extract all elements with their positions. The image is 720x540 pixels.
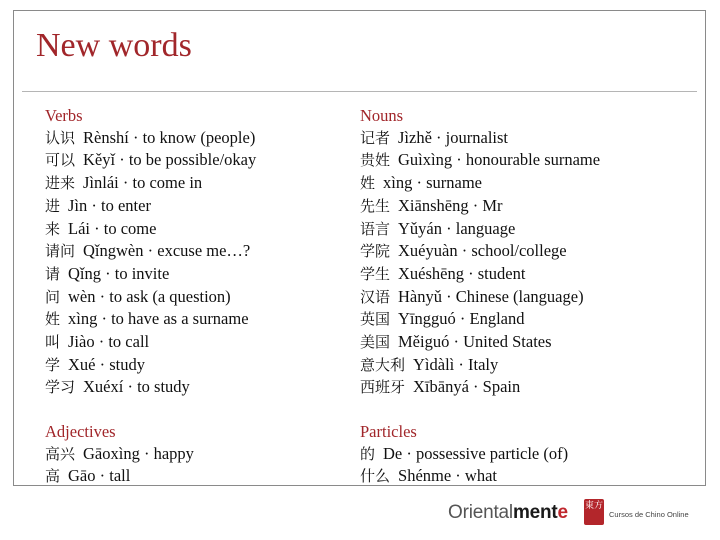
- vocab-gloss: Xuéshēng · student: [398, 263, 526, 283]
- vocab-gloss: Jìnlái · to come in: [83, 173, 203, 193]
- vocab-gloss: Lái · to come: [68, 218, 157, 238]
- vocab-hanzi: 进: [45, 196, 61, 215]
- vocab-hanzi: 学院: [360, 242, 391, 261]
- vocab-hanzi: 英国: [360, 310, 391, 329]
- vocab-gloss: Hànyǔ · Chinese (language): [398, 286, 584, 306]
- logo-part-oriental: Oriental: [448, 502, 513, 523]
- vocab-row: [360, 127, 600, 150]
- vocab-hanzi: 记者: [360, 128, 391, 147]
- vocab-hanzi: 汉语: [360, 287, 391, 306]
- vocab-row: [45, 376, 256, 399]
- vocab-hanzi: 问: [45, 287, 61, 306]
- vocab-row: [45, 218, 256, 241]
- vocab-gloss: wèn · to ask (a question): [68, 286, 231, 306]
- logo-part-e: e: [557, 502, 568, 523]
- vocab-hanzi: 叫: [45, 333, 61, 352]
- vocab-hanzi: 请问: [45, 242, 76, 261]
- vocab-row: [45, 195, 256, 218]
- vocab-gloss: Gāo · tall: [68, 466, 131, 486]
- vocab-gloss: Xiānshēng · Mr: [398, 195, 503, 215]
- vocab-row: [45, 127, 256, 150]
- vocab-gloss: Xībānyá · Spain: [413, 377, 521, 397]
- vocab-row: [45, 308, 256, 331]
- section-heading-particles: Particles: [360, 421, 417, 441]
- vocab-hanzi: 语言: [360, 219, 391, 238]
- vocab-gloss: Qǐng · to invite: [68, 263, 170, 283]
- vocab-row: [45, 172, 256, 195]
- vocab-row: [45, 331, 256, 354]
- vocab-gloss: Xué · study: [68, 354, 146, 374]
- vocab-hanzi: 贵姓: [360, 151, 391, 170]
- vocab-gloss: Rènshí · to know (people): [83, 127, 256, 147]
- slide-title: New words: [36, 27, 192, 64]
- vocab-hanzi: 先生: [360, 196, 391, 215]
- vocab-row: [360, 331, 600, 354]
- vocab-row: [45, 240, 256, 263]
- vocab-gloss: Yīngguó · England: [398, 309, 525, 329]
- vocab-hanzi: 学: [45, 355, 61, 374]
- vocab-row: [360, 172, 600, 195]
- vocab-gloss: xìng · surname: [383, 173, 482, 193]
- vocab-row: [360, 218, 600, 241]
- vocab-row: [45, 354, 256, 377]
- seal-icon: 東方: [584, 499, 604, 525]
- vocab-gloss: xìng · to have as a surname: [68, 309, 249, 329]
- vocab-row: [360, 286, 600, 309]
- vocab-gloss: Měiguó · United States: [398, 332, 552, 352]
- logo-part-ment: ment: [512, 502, 558, 523]
- vocab-row: [45, 286, 256, 309]
- vocab-row: [45, 465, 256, 488]
- vocab-hanzi: 的: [360, 444, 376, 463]
- vocab-gloss: Jìzhě · journalist: [398, 127, 508, 147]
- footer-logo: [448, 496, 708, 536]
- vocab-gloss: Guìxìng · honourable surname: [398, 150, 601, 170]
- vocab-hanzi: 高兴: [45, 444, 76, 463]
- vocab-row: [360, 240, 600, 263]
- vocab-gloss: Yǔyán · language: [398, 218, 516, 238]
- vocab-row: [360, 465, 600, 488]
- vocab-row: [360, 195, 600, 218]
- vocab-hanzi: 意大利: [360, 355, 406, 374]
- vocab-hanzi: 高: [45, 467, 61, 486]
- vocab-gloss: Jìn · to enter: [68, 195, 151, 215]
- slide: [13, 10, 706, 486]
- vocab-hanzi: 学习: [45, 378, 76, 397]
- vocab-row: [360, 376, 600, 399]
- vocab-hanzi: 请: [45, 264, 61, 283]
- vocab-hanzi: 认识: [45, 128, 76, 147]
- vocab-row: [45, 149, 256, 172]
- vocab-gloss: Xuéyuàn · school/college: [398, 241, 567, 261]
- vocab-row: [360, 149, 600, 172]
- vocab-gloss: Xuéxí · to study: [83, 377, 190, 397]
- left-column: [45, 105, 256, 488]
- vocab-hanzi: 西班牙: [360, 378, 406, 397]
- vocab-gloss: Kěyǐ · to be possible/okay: [83, 150, 257, 170]
- vocab-gloss: Qǐngwèn · excuse me…?: [83, 241, 251, 261]
- vocab-row: [360, 443, 600, 466]
- section-spacer: [360, 399, 600, 421]
- vocab-hanzi: 可以: [45, 151, 76, 170]
- vocab-gloss: Shénme · what: [398, 466, 497, 486]
- orientalmente-logo: [448, 502, 568, 524]
- vocab-row: [360, 354, 600, 377]
- vocab-hanzi: 美国: [360, 333, 391, 352]
- vocab-row: [360, 263, 600, 286]
- vocab-hanzi: 进来: [45, 174, 76, 193]
- vocab-hanzi: 来: [45, 219, 61, 238]
- section-spacer: [45, 399, 256, 421]
- vocab-row: [360, 308, 600, 331]
- vocab-gloss: Yìdàlì · Italy: [413, 354, 499, 374]
- vocab-hanzi: 什么: [360, 467, 391, 486]
- section-heading-verbs: Verbs: [45, 106, 83, 125]
- vocab-gloss: Jiào · to call: [68, 332, 150, 352]
- section-heading-nouns: Nouns: [360, 106, 404, 125]
- vocab-row: [45, 443, 256, 466]
- vocab-hanzi: 姓: [45, 310, 61, 329]
- vocab-row: [45, 263, 256, 286]
- logo-tagline: Cursos de Chino Online: [609, 510, 689, 519]
- vocab-gloss: De · possessive particle (of): [383, 443, 569, 463]
- title-divider: [22, 91, 697, 92]
- vocab-gloss: Gāoxìng · happy: [83, 443, 194, 463]
- section-heading-adjectives: Adjectives: [45, 421, 116, 441]
- vocab-hanzi: 学生: [360, 264, 391, 283]
- right-column: [360, 105, 600, 488]
- vocab-hanzi: 姓: [360, 174, 376, 193]
